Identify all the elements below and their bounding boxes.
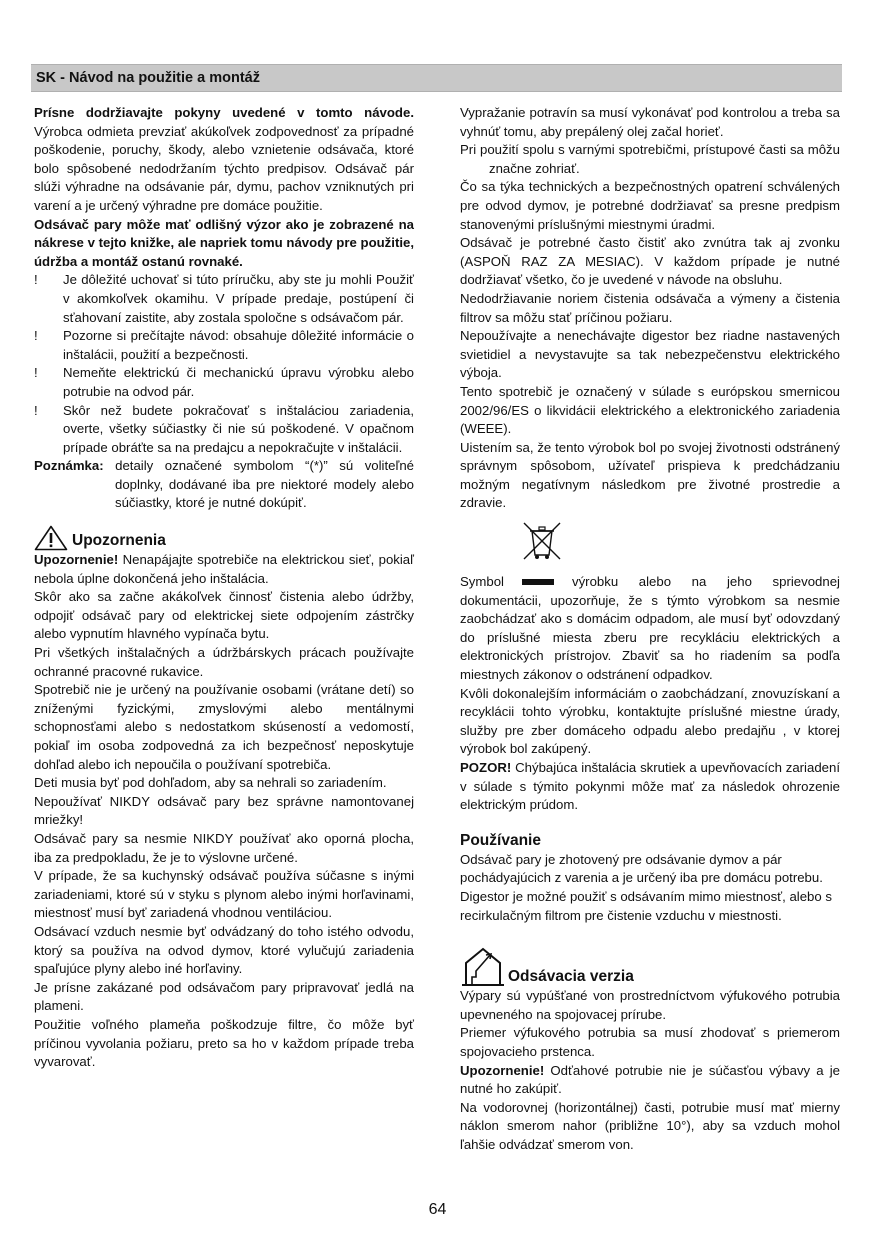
section-header-bar: [31, 64, 842, 92]
info-paragraph: Odsávač je potrebné často čistiť ako zvnútra tak aj zvonku (ASPOŇ RAZ ZA MESIAC). V každom prípade je nutné dodržiavať všetko, čo je uvedené v návode na obsluhu.: [460, 235, 840, 288]
warning-paragraph: [34, 551, 414, 588]
exhaust-warning-label: Upozornenie!: [460, 1062, 545, 1078]
info-paragraph: Tento spotrebič je označený v súlade s európskou smernicou 2002/96/ES o likvidácii elektrického a elektronického zariadenia (WEEE).: [460, 383, 840, 437]
warnings-heading-text: Upozornenia: [72, 532, 166, 550]
pozor-label: POZOR!: [460, 760, 512, 775]
exclamation-icon: !: [34, 328, 38, 344]
safety-paragraph: Je prísne zakázané pod odsávačom pary pripravovať jedlá na plameni.: [34, 979, 414, 1014]
info-paragraph: Uistením sa, že tento výrobok bol po svojej životnosti odstránený správnym spôsobom, užívateľ prispieva k predchádzaniu možným negatívnym následkom pre životné prostredie a zdravie.: [460, 439, 840, 511]
bang-item-text: Nemeňte elektrickú či mechanickú úpravu výrobku alebo potrubie na odvod pár.: [63, 365, 414, 399]
warning-triangle-icon: [34, 525, 72, 551]
page-number: 64: [428, 1201, 447, 1218]
safety-paragraph: Pri všetkých inštalačných a údržbárskych prácach používajte ochranné pracovné rukavice.: [34, 645, 414, 679]
exhaust-warning-text: Odťahové potrubie nie je súčasťou výbavy a je nutné ho zakúpiť.: [460, 1062, 840, 1097]
safety-paragraph: Odsávač pary sa nesmie NIKDY používať ako oporná plocha, iba za predpokladu, že je to výslovne určené.: [34, 830, 414, 865]
exhaust-paragraph: Priemer výfukového potrubia sa musí zhodovať s priemerom spojovacieho prstenca.: [460, 1025, 840, 1059]
symbol-text: výrobku alebo na jeho sprievodnej dokumentácii, upozorňuje, že s týmto výrobkom sa nesmie zaobchádzať ako s domácim odpadom, ale musí byť odovzdaný do príslušné miesta zberu pre recykláciu elektrických a elektronických prístrojov. Zbaviť sa ho riadením sa podľa miestnych zákonov o odstránení odpadkov.: [460, 574, 840, 683]
bang-item: [34, 327, 414, 364]
black-bar-symbol: [522, 579, 554, 585]
intro-bold: Prísne dodržiavajte pokyny uvedené v tomto návode.: [34, 105, 414, 120]
info-paragraph: Nepoužívajte a nenechávajte digestor bez riadne nastavených svietidiel a nevystavujte sa tak nebezpečenstvu elektrického výboja.: [460, 328, 840, 381]
exhaust-paragraph: Výpary sú vypúšťané von prostredníctvom výfukového potrubia upevneného na spojovacej prírube.: [460, 988, 840, 1022]
safety-paragraph: Odsávací vzduch nesmie byť odvádzaný do toho istého odvodu, ktorý sa používa na odvod dymov, ktoré vylučujú zariadenia spaľujúce plyny alebo iné horľaviny.: [34, 923, 414, 977]
intro-text: Výrobca odmieta prevziať akúkoľvek zodpovednosť za prípadné poškodenie, poruchy, škody, alebo vznietenie odsávača, ktoré bolo spôsobené nedodržaním týchto predpisov. Odsávač pár slúži výhradne na odsávanie pár, dymu, pachov vzniknutých pri varení a je určený výhradne pre domáce použitie.: [34, 123, 414, 213]
safety-paragraph: Použitie voľného plameňa poškodzuje filtre, čo môže byť príčinou vyvolania požiaru, preto sa ho v každom prípade treba vyvarovať.: [34, 1016, 414, 1070]
note-label: Poznámka:: [34, 458, 104, 474]
exhaust-heading: [460, 943, 840, 987]
warnings-heading: [34, 525, 414, 551]
intro-paragraph: [34, 104, 414, 216]
symbol-word: Symbol: [460, 574, 504, 590]
info-paragraph: Čo sa týka technických a bezpečnostných opatrení schválených pre odvod dymov, je potrebné dodržiavať sa presne predpism stanovenými príslušnými miestnymi úradmi.: [460, 179, 840, 232]
exhaust-paragraph: Na vodorovnej (horizontálnej) časti, potrubie musí mať mierny náklon smerom nahor (približne 10°), aby sa vzduch mohol ľahšie odvádzať smerom von.: [460, 1099, 840, 1152]
info-paragraph: Kvôli dokonalejším informáciám o zaobchádzaní, znovuzískaní a recyklácii tohto výrobku, kontaktujte príslušné miestne úrady, služby pre zber domáceho odpadu alebo predajňu , v ktorej výrobok bol zakúpený.: [460, 685, 840, 757]
hot-parts-paragraph: Pri použití spolu s varnými spotrebičmi, prístupové časti sa môžu značne zohriať.: [460, 142, 840, 176]
bang-item-text: Je dôležité uchovať si túto príručku, aby ste ju mohli Použiť v akomkoľvek okamihu. V prípade predaje, postúpení či sťahovaní zaistite, aby zostala spoločne s odsávačom pár.: [63, 272, 414, 325]
exclamation-icon: !: [34, 365, 38, 381]
usage-paragraph: Odsávač pary je zhotovený pre odsávanie dymov a pár pochádyajúcich z varenia a je určený iba pre domácu potrebu. Digestor je možné použiť s odsávaním mimo miestnosť, alebo s recirkulačným filtrom pre čistenie vzduchu v miestnosti.: [460, 851, 832, 923]
usage-heading: [460, 831, 840, 851]
exhaust-warning-paragraph: [460, 1062, 840, 1099]
note-paragraph: [34, 457, 414, 513]
bang-item: [34, 271, 414, 327]
safety-paragraph: Nepoužívať NIKDY odsávač pary bez správne namontovanej mriežky!: [34, 793, 414, 828]
exclamation-icon: !: [34, 272, 38, 288]
symbol-paragraph: [460, 573, 840, 685]
page-title: SK - Návod na použitie a montáž: [36, 70, 260, 86]
bang-item: [34, 402, 414, 458]
bang-item: [34, 364, 414, 401]
exhaust-house-icon: [460, 943, 508, 987]
right-column: [460, 104, 840, 1155]
weee-symbol-block: [460, 519, 840, 565]
left-column: [34, 104, 414, 1072]
usage-heading-text: Používanie: [460, 831, 541, 849]
exhaust-heading-text: Odsávacia verzia: [508, 968, 634, 986]
pozor-paragraph: [460, 759, 840, 815]
safety-paragraph: Spotrebič nie je určený na používanie osobami (vrátane detí) so zníženými fyzickými, zmyslovými alebo mentálnymi schopnosťami alebo s nedostatkom skúseností a vedomostí, pokiaľ im osoba zodpovedná za ich bezpečnosť neposkytuje dohľad alebo ich nepoučila o používaní spotrebiča.: [34, 682, 414, 772]
bang-item-text: Pozorne si prečítajte návod: obsahuje dôležité informácie o inštalácii, použití a bezpečnosti.: [63, 328, 414, 362]
pozor-text: Chýbajúca inštalácia skrutiek a upevňovacích zariadení v súlade s týmito pokynmi môže mať za následok ohrozenie elektrickým prúdom.: [460, 760, 840, 813]
info-paragraph: Nedodržiavanie noriem čistenia odsávača a výmeny a čistenia filtrov sa môžu stať príčinou požiaru.: [460, 290, 840, 325]
appearance-note: Odsávač pary môže mať odlišný výzor ako je zobrazené na nákrese v tejto knižke, ale napriek tomu návody pre použitie, údržba a montáž ostanú rovnaké.: [34, 216, 414, 269]
safety-paragraph: Deti musia byť pod dohľadom, aby sa nehrali so zariadením.: [34, 775, 387, 791]
crossed-bin-icon: [520, 519, 564, 563]
warning-label: Upozornenie!: [34, 552, 119, 568]
safety-paragraph: V prípade, že sa kuchynský odsávač používa súčasne s inými zariadeniami, ktoré sú v styku s plynom alebo inými horľavinami, miestnosť musí byť zariadená vhodnou ventiláciou.: [34, 868, 414, 921]
frying-paragraph: Vypražanie potravín sa musí vykonávať pod kontrolou a treba sa vyhnúť tomu, aby prepálený olej začal horieť.: [460, 105, 840, 139]
safety-paragraph: Skôr ako sa začne akákoľvek činnosť čistenia alebo údržby, odpojiť odsávač pary od elektrickej siete odpojením zástrčky alebo vypnutím hlavného vypínača bytu.: [34, 589, 414, 642]
bang-item-text: Skôr než budete pokračovať s inštaláciou zariadenia, overte, všetky súčiastky či nie sú poškodené. V opačnom prípade obráťte sa na predajcu a nepokračujte v inštalácii.: [63, 402, 414, 455]
note-text: detaily označené symbolom “(*)” sú voliteľné doplnky, dodávané iba pre niektoré modely alebo súčiastky, ktoré je nutné dokúpiť.: [103, 458, 414, 511]
warning-text: Nenapájajte spotrebiče na elektrickou sieť, pokiaľ nebola úplne dokončená jeho inštalácia.: [34, 552, 414, 586]
exclamation-icon: !: [34, 402, 38, 418]
